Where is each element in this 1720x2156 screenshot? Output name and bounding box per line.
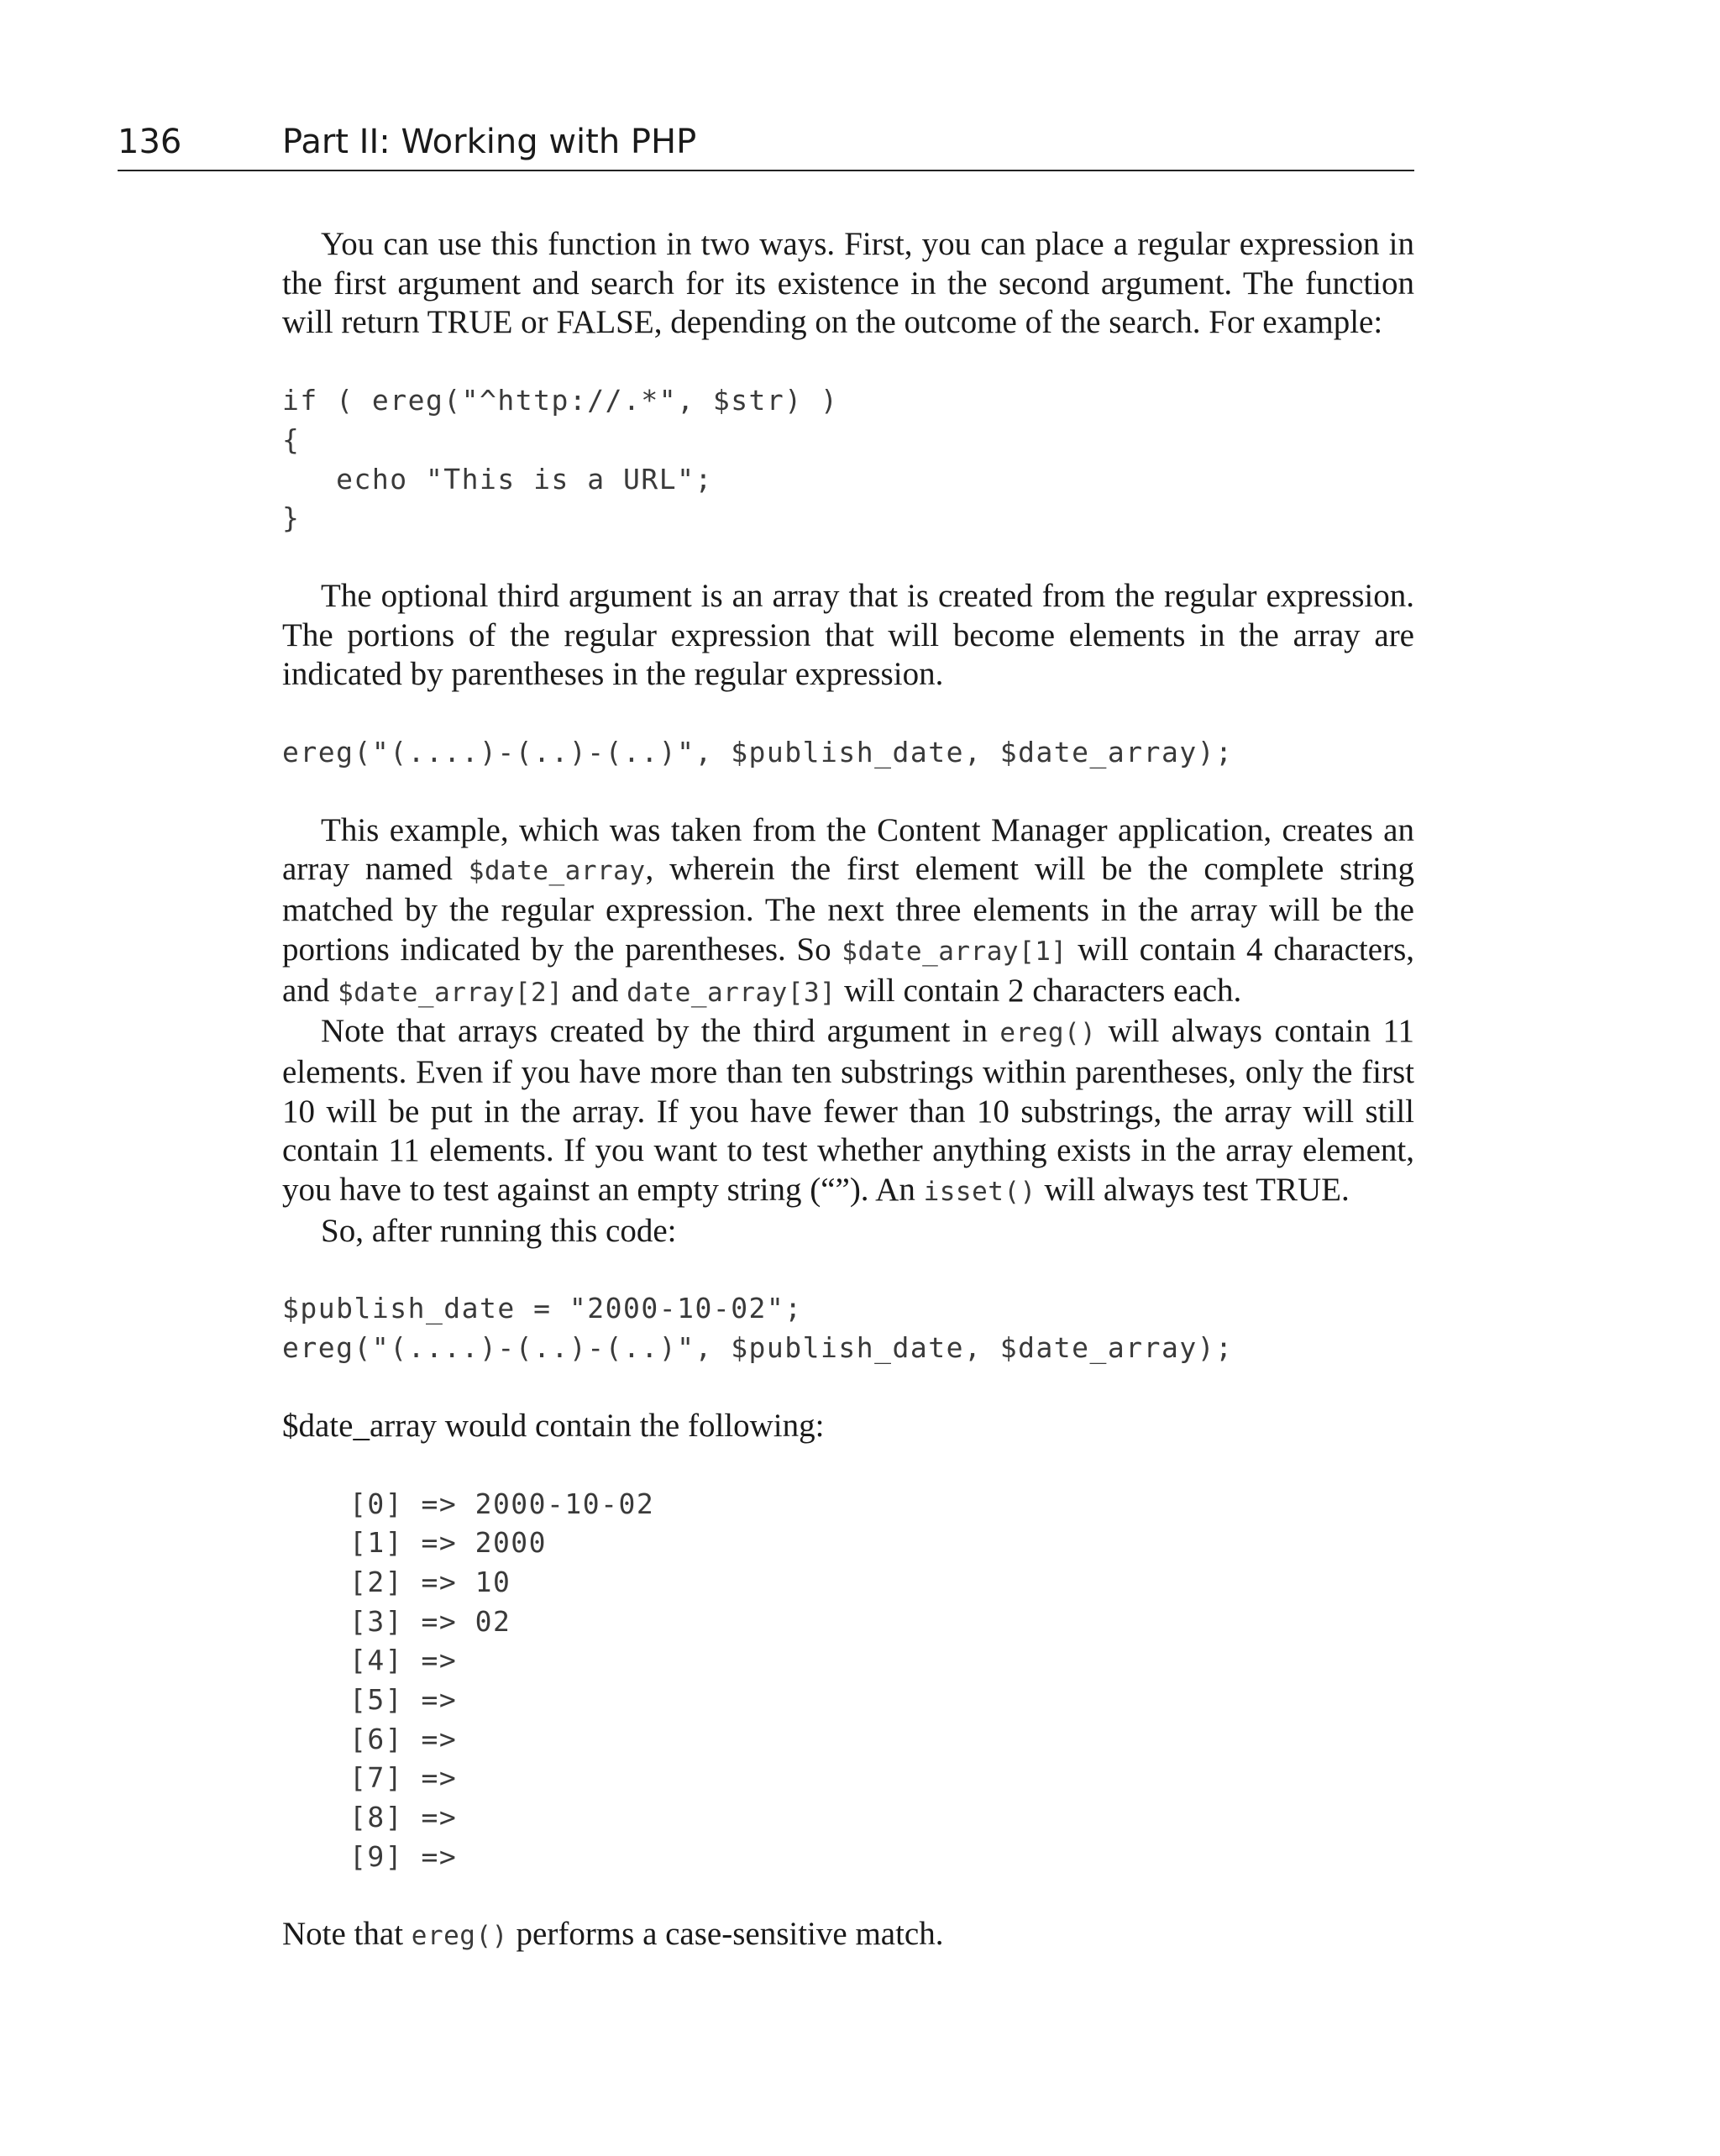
text-run: Note that	[282, 1916, 412, 1953]
text-run: will always contain 11 elements. Even if you have more than ten substrings within parentheses, only the first 10 will be put in the array. If you have fewer than 10 substrings, the array will still contain 11 elements. If you want to test whether anything exists in the array element, you have to test against an empty string (“”). An	[282, 1013, 1414, 1209]
code-line: if ( ereg("^http://.*", $str) )	[282, 384, 839, 417]
text-run: and	[563, 972, 627, 1009]
paragraph-after-running: So, after running this code:	[321, 1212, 677, 1249]
array-output-row: [1] => 2000	[349, 1526, 548, 1560]
inline-code: ereg()	[999, 1018, 1097, 1049]
inline-code: date_array[3]	[627, 977, 836, 1008]
text-run: will always test TRUE.	[1036, 1172, 1350, 1209]
paragraph-case-sensitive	[282, 1915, 1414, 1956]
text-run: will contain 4 characters, and	[282, 931, 1414, 1009]
array-output-row: [3] => 02	[349, 1604, 511, 1638]
code-line: ereg("(....)-(..)-(..)", $publish_date, $date_array);	[282, 1331, 1234, 1365]
code-block-url-check	[282, 381, 1414, 538]
inline-code: $date_array[2]	[338, 977, 564, 1008]
text-run: will contain 2 characters each.	[836, 972, 1242, 1009]
code-line: }	[282, 501, 301, 535]
array-output-row: [4] =>	[349, 1644, 458, 1677]
array-output-row: [8] =>	[349, 1801, 458, 1834]
array-output-row: [9] =>	[349, 1839, 458, 1873]
array-output-row: [7] =>	[349, 1761, 458, 1795]
array-output-row: [0] => 2000-10-02	[349, 1487, 655, 1520]
array-output-row: [6] =>	[349, 1722, 458, 1755]
array-output-listing	[282, 1485, 1414, 1877]
code-block-publish-date	[282, 1289, 1414, 1367]
inline-code: $date_array[1]	[842, 936, 1067, 967]
paragraph-date-array-contains: $date_array would contain the following:	[282, 1407, 825, 1444]
running-head	[118, 118, 1414, 171]
paragraph-example-explanation	[282, 811, 1414, 1013]
body-text	[282, 225, 1414, 1956]
code-line: $publish_date = "2000-10-02";	[282, 1292, 803, 1325]
part-title: Part II: Working with PHP	[282, 123, 697, 161]
text-run: performs a case-sensitive match.	[507, 1916, 944, 1953]
page-number: 136	[118, 123, 182, 161]
code-line-ereg-date: ereg("(....)-(..)-(..)", $publish_date, $date_array);	[282, 736, 1234, 769]
inline-code: ereg()	[411, 1921, 508, 1952]
code-line: echo "This is a URL";	[282, 462, 713, 496]
paragraph-eleven-elements	[282, 1012, 1414, 1212]
code-line: {	[282, 422, 301, 456]
text-run: , wherein the first element will be the complete string matched by the regular expression. The next three elements in the array will be the portions indicated by the parentheses. So	[282, 851, 1414, 968]
inline-code: isset()	[923, 1177, 1036, 1208]
array-output-row: [5] =>	[349, 1683, 458, 1717]
text-run: Note that arrays created by the third argument in	[321, 1013, 1000, 1050]
array-output-row: [2] => 10	[349, 1565, 511, 1598]
paragraph-third-argument: The optional third argument is an array that is created from the regular expression. The portions of the regular expression that will become elements in the array are indicated by parentheses in the regular expression.	[282, 577, 1414, 693]
inline-code: $date_array	[468, 856, 646, 887]
text-run: This example, which was taken from the Content Manager application, creates an array named	[282, 811, 1414, 888]
paragraph-ereg-usage: You can use this function in two ways. First, you can place a regular expression in the first argument and search for its existence in the second argument. The function will return TRUE or FALSE, depending on the outcome of the search. For example:	[282, 226, 1414, 341]
